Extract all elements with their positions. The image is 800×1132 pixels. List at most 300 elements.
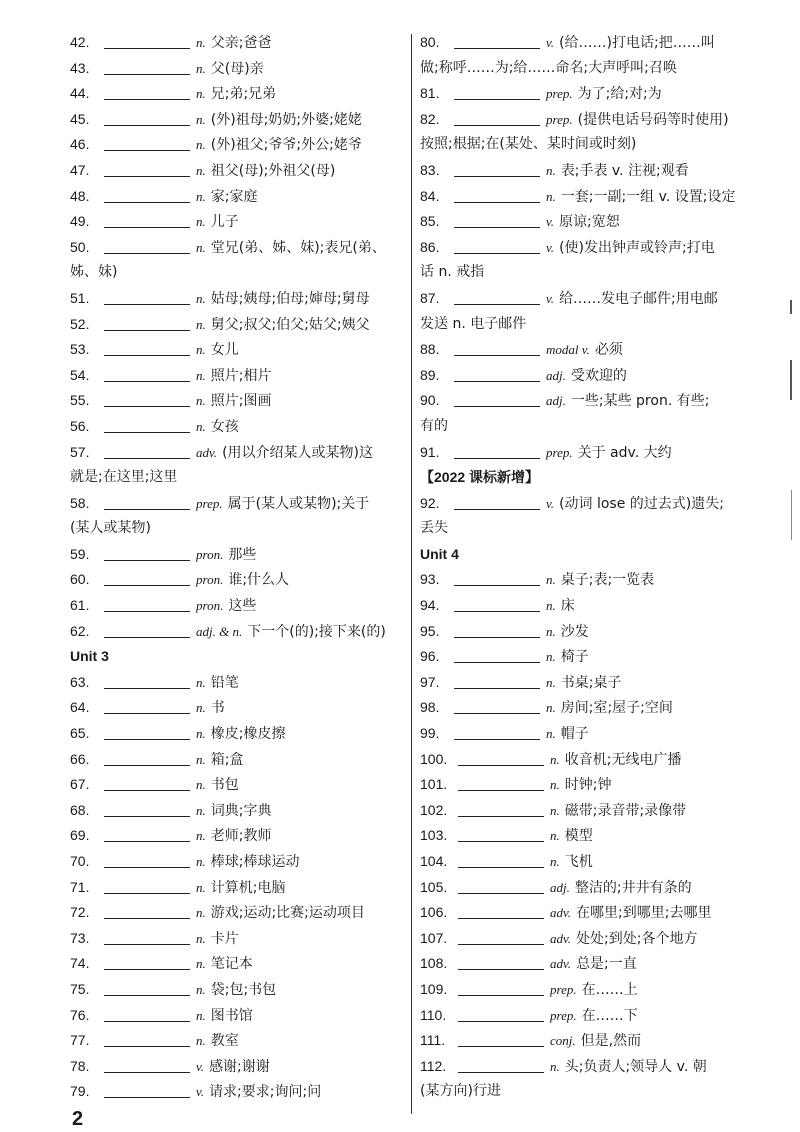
entry-meaning: 卡片: [210, 930, 239, 947]
vocab-entry: [420, 849, 765, 875]
vocab-entry: [420, 823, 765, 849]
answer-blank[interactable]: [454, 569, 540, 586]
entry-number: 43.: [70, 59, 90, 76]
entry-meaning: 时钟;钟: [564, 777, 612, 794]
vocab-entry: [70, 56, 405, 82]
entry-meaning: 请求;要求;询问;问: [209, 1084, 322, 1101]
entry-meaning: (给……)打电话;把……叫: [559, 35, 715, 51]
entry-meaning: 但是,然而: [580, 1033, 642, 1050]
part-of-speech: pron.: [196, 546, 224, 562]
answer-blank[interactable]: [454, 493, 540, 510]
column-divider: [411, 34, 412, 1114]
part-of-speech: n.: [196, 1007, 206, 1023]
answer-blank[interactable]: [104, 569, 190, 586]
entry-continuation: 按照;根据;在(某处、某时间或时刻): [420, 136, 637, 153]
answer-blank[interactable]: [104, 1030, 190, 1047]
part-of-speech: n.: [550, 1058, 560, 1074]
entry-number: 101.: [420, 776, 448, 793]
answer-blank[interactable]: [104, 237, 190, 254]
vocab-entry: [420, 644, 765, 670]
answer-blank[interactable]: [104, 621, 190, 638]
scan-edge-mark: [785, 490, 792, 540]
part-of-speech: n.: [196, 393, 206, 409]
entry-meaning: 照片;相片: [210, 367, 272, 384]
vocab-entry: [70, 388, 405, 414]
answer-blank[interactable]: [104, 979, 190, 996]
entry-number: 93.: [420, 571, 440, 588]
entry-number: 50.: [70, 238, 90, 255]
answer-blank[interactable]: [458, 928, 544, 945]
vocab-entry: [420, 491, 765, 517]
entry-number: 63.: [70, 673, 90, 690]
answer-blank[interactable]: [454, 723, 540, 740]
answer-blank[interactable]: [454, 83, 540, 100]
part-of-speech: n.: [196, 674, 206, 690]
entry-number: 91.: [420, 443, 440, 460]
part-of-speech: n.: [196, 35, 206, 50]
entry-number: 52.: [70, 315, 90, 332]
answer-blank[interactable]: [104, 928, 190, 945]
part-of-speech: n.: [196, 956, 206, 972]
entry-meaning: 在哪里;到哪里;去哪里: [576, 905, 712, 922]
answer-blank[interactable]: [104, 902, 190, 919]
entry-number: 99.: [420, 725, 440, 742]
entry-continuation: 做;称呼……为;给……命名;大声呼叫;召唤: [420, 59, 677, 76]
entry-meaning: 模型: [564, 828, 593, 845]
entry-meaning: 桌子;表;一览表: [560, 572, 655, 589]
answer-blank[interactable]: [104, 339, 190, 356]
entry-number: 47.: [70, 161, 90, 178]
entry-meaning: 老师;教师: [210, 828, 272, 845]
part-of-speech: prep.: [550, 1007, 577, 1023]
vocab-entry: [70, 926, 405, 952]
section-heading: 【2022 课标新增】: [420, 469, 540, 486]
vocab-entry: [70, 823, 405, 849]
vocab-entry: [70, 721, 405, 747]
entry-continuation: 就是;在这里;这里: [70, 469, 178, 486]
answer-blank[interactable]: [454, 365, 540, 382]
vocab-entry: [70, 619, 405, 645]
entry-number: 42.: [70, 34, 90, 50]
answer-blank[interactable]: [104, 1081, 190, 1098]
part-of-speech: adv.: [196, 444, 218, 460]
part-of-speech: n.: [196, 214, 206, 230]
part-of-speech: n.: [196, 751, 206, 767]
part-of-speech: n.: [196, 854, 206, 869]
answer-blank[interactable]: [454, 442, 540, 459]
entry-number: 75.: [70, 980, 90, 997]
entry-meaning: 必须: [594, 342, 623, 359]
part-of-speech: prep.: [196, 495, 223, 511]
entry-number: 45.: [70, 110, 90, 127]
part-of-speech: n.: [196, 188, 206, 204]
section-heading: Unit 3: [70, 648, 109, 665]
entry-meaning: 笔记本: [210, 956, 253, 973]
vocab-entry: [70, 1054, 405, 1080]
entry-number: 79.: [70, 1083, 90, 1100]
part-of-speech: n.: [196, 905, 206, 921]
part-of-speech: n.: [546, 649, 556, 665]
entry-meaning: 父(母)亲: [210, 60, 264, 77]
entry-meaning: 一套;一副;一组 v. 设置;设定: [560, 188, 736, 205]
entry-number: 105.: [420, 878, 448, 895]
entry-number: 46.: [70, 136, 90, 153]
vocab-entry: [420, 107, 765, 133]
vocab-entry: [70, 132, 405, 158]
vocab-entry: [70, 542, 405, 568]
part-of-speech: adj. & n.: [196, 623, 243, 639]
part-of-speech: pron.: [196, 598, 224, 614]
entry-number: 72.: [70, 904, 90, 921]
part-of-speech: n.: [196, 777, 206, 793]
answer-blank[interactable]: [104, 160, 190, 177]
vocab-entry: [420, 875, 765, 901]
part-of-speech: adj.: [546, 393, 566, 409]
vocab-entry: [420, 798, 765, 824]
entry-meaning: 整洁的;井井有条的: [574, 879, 692, 896]
answer-blank[interactable]: [458, 902, 544, 919]
vocab-entry: [70, 312, 405, 338]
vocab-entry: [70, 875, 405, 901]
part-of-speech: n.: [196, 828, 206, 844]
answer-blank[interactable]: [104, 32, 190, 49]
vocab-entry: [70, 1079, 405, 1105]
answer-blank[interactable]: [454, 390, 540, 407]
vocab-entry: [70, 849, 405, 875]
entry-number: 65.: [70, 725, 90, 742]
part-of-speech: n.: [550, 777, 560, 793]
entry-meaning: 父亲;爸爸: [210, 35, 272, 51]
entry-number: 98.: [420, 699, 440, 716]
part-of-speech: v.: [546, 495, 555, 511]
entry-meaning: 铅笔: [210, 674, 239, 691]
answer-blank[interactable]: [104, 314, 190, 331]
answer-blank[interactable]: [104, 953, 190, 970]
entry-number: 92.: [420, 494, 440, 511]
entry-number: 103.: [420, 827, 448, 844]
entry-number: 95.: [420, 622, 440, 639]
entry-meaning: 游戏;运动;比赛;运动项目: [210, 905, 365, 922]
vocab-entry: [420, 81, 765, 107]
vocab-entry: [420, 1003, 765, 1029]
entry-meaning: (外)祖母;奶奶;外婆;姥姥: [210, 111, 362, 128]
vocab-entry: [70, 158, 405, 184]
part-of-speech: adv.: [550, 905, 572, 921]
entry-meaning: 堂兄(弟、姊、妹);表兄(弟、: [210, 239, 386, 256]
part-of-speech: n.: [546, 700, 556, 716]
part-of-speech: n.: [196, 290, 206, 306]
part-of-speech: n.: [196, 111, 206, 127]
vocab-entry: [420, 619, 765, 645]
entry-meaning: 给……发电子邮件;用电邮: [559, 290, 718, 307]
part-of-speech: conj.: [550, 1033, 576, 1049]
part-of-speech: n.: [550, 802, 560, 818]
part-of-speech: prep.: [546, 86, 573, 102]
section-heading: Unit 4: [420, 545, 459, 562]
part-of-speech: n.: [196, 86, 206, 102]
vocab-entry: [70, 1003, 405, 1029]
answer-blank[interactable]: [458, 800, 544, 817]
answer-blank[interactable]: [104, 365, 190, 382]
answer-blank[interactable]: [104, 723, 190, 740]
entry-meaning: 棒球;棒球运动: [210, 854, 300, 870]
answer-blank[interactable]: [104, 774, 190, 791]
entry-meaning: 谁;什么人: [228, 572, 290, 589]
entry-meaning: 祖父(母);外祖父(母): [210, 162, 336, 179]
part-of-speech: modal v.: [546, 342, 590, 358]
vocab-entry: [70, 1028, 405, 1054]
answer-blank[interactable]: [454, 160, 540, 177]
entry-continuation: (某人或某物): [70, 520, 151, 537]
entry-meaning: 属于(某人或某物);关于: [227, 495, 370, 512]
answer-blank[interactable]: [104, 288, 190, 305]
entry-meaning: 床: [560, 598, 575, 615]
entry-meaning: (提供电话号码等时使用): [577, 111, 729, 128]
vocab-entry: [420, 440, 765, 466]
entry-meaning: 舅父;叔父;伯父;姑父;姨父: [210, 316, 370, 333]
answer-blank[interactable]: [104, 877, 190, 894]
part-of-speech: adj.: [550, 879, 570, 895]
part-of-speech: n.: [196, 981, 206, 997]
entry-number: 55.: [70, 392, 90, 409]
entry-continuation: (某方向)行进: [420, 1083, 501, 1100]
vocab-entry: [70, 747, 405, 773]
entry-number: 71.: [70, 878, 90, 895]
entry-meaning: 椅子: [560, 649, 589, 666]
entry-meaning: (外)祖父;爷爷;外公;姥爷: [210, 137, 362, 154]
vocab-entry: [420, 900, 765, 926]
entry-continuation: 姊、妹): [70, 264, 118, 281]
left-vocab-column: [70, 30, 405, 1105]
answer-blank[interactable]: [104, 493, 190, 510]
part-of-speech: n.: [196, 930, 206, 946]
entry-number: 102.: [420, 801, 448, 818]
answer-blank[interactable]: [458, 851, 544, 868]
vocab-entry: [70, 695, 405, 721]
vocab-entry: [70, 184, 405, 210]
vocab-entry: [420, 158, 765, 184]
answer-blank[interactable]: [458, 877, 544, 894]
answer-blank[interactable]: [458, 979, 544, 996]
entry-number: 53.: [70, 341, 90, 358]
entry-number: 44.: [70, 85, 90, 102]
entry-meaning: 为了;给;对;为: [577, 86, 662, 103]
part-of-speech: n.: [196, 879, 206, 895]
answer-blank[interactable]: [104, 749, 190, 766]
scan-edge-mark: [784, 300, 792, 314]
answer-blank[interactable]: [458, 953, 544, 970]
answer-blank[interactable]: [454, 646, 540, 663]
entry-meaning: (动词 lose 的过去式)遗失;: [559, 495, 724, 512]
answer-blank[interactable]: [454, 621, 540, 638]
entry-meaning: 在……下: [581, 1007, 638, 1024]
part-of-speech: n.: [546, 726, 556, 742]
answer-blank[interactable]: [104, 800, 190, 817]
entry-meaning: (用以介绍某人或某物)这: [222, 444, 373, 461]
answer-blank[interactable]: [104, 211, 190, 228]
answer-blank[interactable]: [104, 672, 190, 689]
entry-meaning: 受欢迎的: [570, 367, 627, 384]
entry-number: 85.: [420, 213, 440, 230]
vocab-entry: [70, 772, 405, 798]
entry-number: 73.: [70, 929, 90, 946]
entry-meaning: 原谅;宽恕: [559, 214, 620, 231]
part-of-speech: adj.: [546, 367, 566, 383]
vocab-entry: [420, 695, 765, 721]
answer-blank[interactable]: [454, 186, 540, 203]
entry-number: 74.: [70, 955, 90, 972]
entry-number: 97.: [420, 673, 440, 690]
answer-blank[interactable]: [104, 83, 190, 100]
answer-blank[interactable]: [104, 595, 190, 612]
answer-blank[interactable]: [104, 58, 190, 75]
answer-blank[interactable]: [454, 109, 540, 126]
entry-number: 88.: [420, 341, 440, 358]
part-of-speech: n.: [196, 700, 206, 716]
answer-blank[interactable]: [104, 851, 190, 868]
part-of-speech: v.: [546, 239, 555, 255]
entry-meaning: 袋;包;书包: [210, 981, 277, 998]
part-of-speech: n.: [550, 854, 560, 869]
answer-blank[interactable]: [458, 1005, 544, 1022]
entry-continuation: 话 n. 戒指: [420, 264, 485, 281]
vocab-entry: [70, 209, 405, 235]
part-of-speech: n.: [550, 751, 560, 767]
part-of-speech: n.: [546, 598, 556, 614]
answer-blank[interactable]: [104, 390, 190, 407]
entry-meaning: 书: [210, 700, 225, 717]
answer-blank[interactable]: [104, 825, 190, 842]
vocab-entry: [420, 977, 765, 1003]
vocab-entry: [70, 286, 405, 312]
part-of-speech: v.: [546, 214, 555, 230]
entry-meaning: 女孩: [210, 418, 239, 435]
answer-blank[interactable]: [454, 211, 540, 228]
page-number: 2: [72, 1108, 84, 1130]
part-of-speech: v.: [546, 35, 555, 50]
answer-blank[interactable]: [104, 416, 190, 433]
entry-number: 104.: [420, 853, 448, 869]
entry-meaning: 感谢;谢谢: [209, 1058, 270, 1075]
entry-number: 64.: [70, 699, 90, 716]
answer-blank[interactable]: [458, 1056, 544, 1073]
answer-blank[interactable]: [104, 442, 190, 459]
entry-meaning: 图书馆: [210, 1007, 253, 1024]
entry-meaning: 教室: [210, 1033, 239, 1050]
entry-meaning: 女儿: [210, 342, 239, 359]
entry-number: 81.: [420, 85, 440, 102]
entry-meaning: 帽子: [560, 726, 589, 743]
entry-meaning: 橡皮;橡皮擦: [210, 726, 286, 743]
entry-meaning: 飞机: [564, 854, 593, 870]
vocab-entry: [70, 414, 405, 440]
vocab-entry: [70, 567, 405, 593]
part-of-speech: n.: [196, 137, 206, 153]
entry-number: 83.: [420, 161, 440, 178]
answer-blank[interactable]: [104, 1056, 190, 1073]
entry-number: 84.: [420, 187, 440, 204]
vocab-entry: [70, 81, 405, 107]
part-of-speech: v.: [196, 1058, 205, 1074]
vocab-entry: [420, 747, 765, 773]
answer-blank[interactable]: [458, 1030, 544, 1047]
entry-meaning: 房间;室;屋子;空间: [560, 700, 673, 717]
entry-number: 111.: [420, 1032, 446, 1049]
entry-number: 112.: [420, 1057, 447, 1074]
entry-number: 49.: [70, 213, 90, 230]
answer-blank[interactable]: [104, 544, 190, 561]
entry-number: 69.: [70, 827, 90, 844]
answer-blank[interactable]: [454, 288, 540, 305]
answer-blank[interactable]: [104, 1005, 190, 1022]
answer-blank[interactable]: [454, 697, 540, 714]
answer-blank[interactable]: [458, 825, 544, 842]
vocab-entry: [70, 235, 405, 261]
entry-number: 108.: [420, 955, 448, 972]
entry-number: 58.: [70, 494, 90, 511]
vocab-entry: [420, 670, 765, 696]
answer-blank[interactable]: [458, 749, 544, 766]
entry-meaning: 那些: [228, 546, 257, 563]
entry-meaning: 书包: [210, 777, 239, 794]
entry-number: 80.: [420, 34, 440, 50]
vocab-entry: [70, 593, 405, 619]
vocab-entry: [70, 107, 405, 133]
part-of-speech: v.: [546, 290, 555, 306]
entry-meaning: 磁带;录音带;录像带: [564, 802, 687, 819]
entry-meaning: 收音机;无线电广播: [564, 751, 682, 768]
entry-number: 67.: [70, 776, 90, 793]
part-of-speech: n.: [546, 162, 556, 178]
entry-meaning: 一些;某些 pron. 有些;: [570, 393, 710, 410]
part-of-speech: v.: [196, 1084, 205, 1100]
entry-number: 60.: [70, 571, 90, 588]
answer-blank[interactable]: [104, 697, 190, 714]
entry-number: 70.: [70, 853, 90, 869]
vocab-entry: [70, 30, 405, 56]
answer-blank[interactable]: [458, 774, 544, 791]
answer-blank[interactable]: [454, 339, 540, 356]
answer-blank[interactable]: [104, 134, 190, 151]
answer-blank[interactable]: [454, 32, 540, 49]
answer-blank[interactable]: [454, 595, 540, 612]
answer-blank[interactable]: [104, 186, 190, 203]
entry-number: 86.: [420, 238, 440, 255]
part-of-speech: n.: [546, 674, 556, 690]
vocab-entry: [420, 363, 765, 389]
entry-number: 62.: [70, 622, 90, 639]
answer-blank[interactable]: [104, 109, 190, 126]
entry-number: 100.: [420, 750, 448, 767]
entry-number: 106.: [420, 904, 448, 921]
entry-meaning: 沙发: [560, 623, 589, 640]
vocab-entry: [420, 235, 765, 261]
answer-blank[interactable]: [454, 237, 540, 254]
entry-number: 61.: [70, 597, 90, 614]
vocab-entry: [420, 951, 765, 977]
part-of-speech: n.: [546, 623, 556, 639]
vocab-entry: [70, 670, 405, 696]
answer-blank[interactable]: [454, 672, 540, 689]
vocab-entry: [420, 593, 765, 619]
part-of-speech: n.: [546, 188, 556, 204]
entry-meaning: 书桌;桌子: [560, 674, 622, 691]
vocab-entry: [70, 951, 405, 977]
part-of-speech: n.: [196, 60, 206, 76]
part-of-speech: n.: [546, 572, 556, 588]
entry-number: 96.: [420, 648, 440, 665]
part-of-speech: n.: [196, 802, 206, 818]
